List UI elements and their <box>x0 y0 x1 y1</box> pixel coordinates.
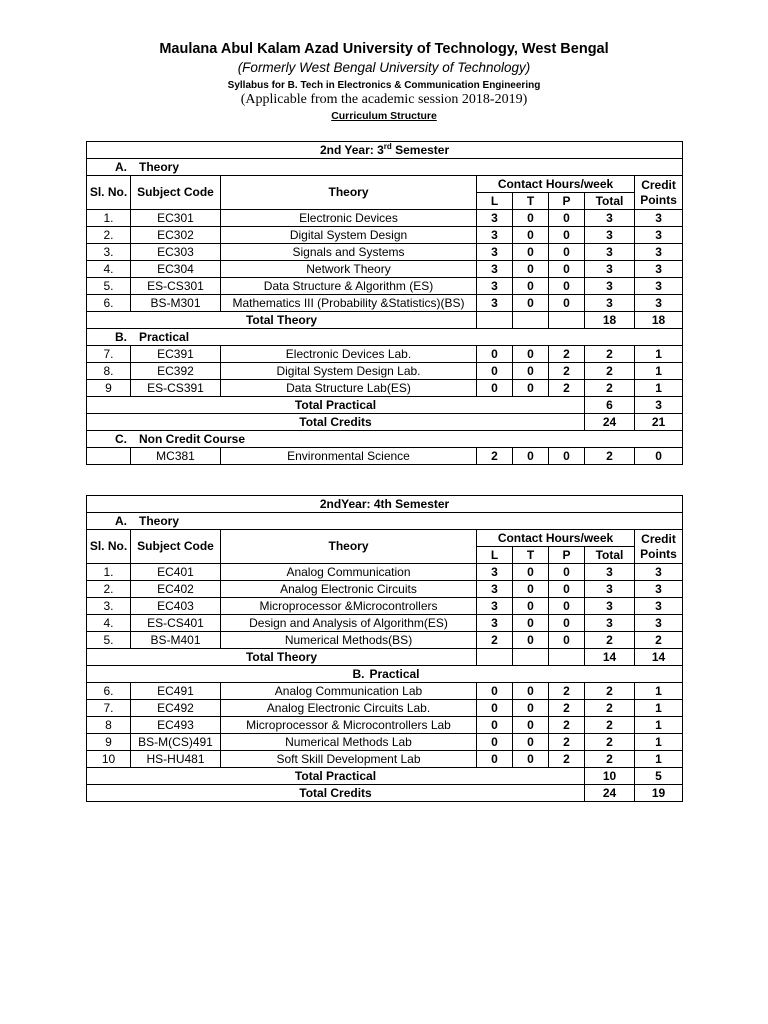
course-row <box>87 700 683 717</box>
subject-name: Numerical Methods(BS) <box>221 632 477 649</box>
subject-name: Mathematics III (Probability &Statistics)(BS) <box>221 295 477 312</box>
credit-points: 1 <box>635 346 683 363</box>
total-credits-label: Total Credits <box>87 785 585 802</box>
total-credits-credits: 21 <box>635 414 683 431</box>
total-theory-hours: 14 <box>585 649 635 666</box>
p-header: P <box>549 193 585 210</box>
contact-hours-header: Contact Hours/week <box>477 176 635 193</box>
total-hours: 2 <box>585 380 635 397</box>
credit-points-header: Credit Points <box>635 176 683 210</box>
sl-no: 2. <box>87 581 131 598</box>
lecture-hours: 3 <box>477 581 513 598</box>
subject-name: Electronic Devices Lab. <box>221 346 477 363</box>
theory-header: Theory <box>221 530 477 564</box>
course-row <box>87 683 683 700</box>
lecture-hours: 3 <box>477 598 513 615</box>
total-practical-credits: 3 <box>635 397 683 414</box>
practical-hours: 0 <box>549 261 585 278</box>
tutorial-hours: 0 <box>513 751 549 768</box>
credit-points: 2 <box>635 632 683 649</box>
practical-hours: 2 <box>549 751 585 768</box>
sl-no <box>87 448 131 465</box>
tutorial-hours: 0 <box>513 632 549 649</box>
total-credits-credits: 19 <box>635 785 683 802</box>
subject-name: Data Structure & Algorithm (ES) <box>221 278 477 295</box>
lecture-hours: 3 <box>477 261 513 278</box>
credit-points: 3 <box>635 581 683 598</box>
sl-no: 4. <box>87 261 131 278</box>
section-heading-row <box>87 513 683 530</box>
subject-code: EC392 <box>131 363 221 380</box>
subject-name: Soft Skill Development Lab <box>221 751 477 768</box>
sl-no: 8. <box>87 363 131 380</box>
credit-points: 1 <box>635 380 683 397</box>
tutorial-hours: 0 <box>513 683 549 700</box>
section-heading: A. Theory <box>87 513 683 530</box>
theory-header: Theory <box>221 176 477 210</box>
practical-hours: 0 <box>549 244 585 261</box>
total-hours: 2 <box>585 448 635 465</box>
tutorial-hours: 0 <box>513 615 549 632</box>
subject-name: Digital System Design <box>221 227 477 244</box>
empty-t <box>513 649 549 666</box>
practical-hours: 2 <box>549 717 585 734</box>
course-row <box>87 278 683 295</box>
lecture-hours: 2 <box>477 448 513 465</box>
total-practical-label: Total Practical <box>87 768 585 785</box>
course-row <box>87 380 683 397</box>
tutorial-hours: 0 <box>513 598 549 615</box>
lecture-hours: 3 <box>477 278 513 295</box>
course-row <box>87 598 683 615</box>
section-heading-row <box>87 329 683 346</box>
total-hours: 2 <box>585 717 635 734</box>
course-row <box>87 448 683 465</box>
tutorial-hours: 0 <box>513 448 549 465</box>
total-hours: 2 <box>585 363 635 380</box>
practical-hours: 2 <box>549 700 585 717</box>
subject-code-header: Subject Code <box>131 530 221 564</box>
section-heading-row <box>87 159 683 176</box>
credit-points: 1 <box>635 363 683 380</box>
total-credits-row <box>87 785 683 802</box>
tutorial-hours: 0 <box>513 380 549 397</box>
subject-code: EC402 <box>131 581 221 598</box>
course-row <box>87 261 683 278</box>
sl-no: 2. <box>87 227 131 244</box>
sl-no: 6. <box>87 683 131 700</box>
practical-hours: 0 <box>549 598 585 615</box>
subject-code: EC302 <box>131 227 221 244</box>
course-row <box>87 210 683 227</box>
empty-p <box>549 649 585 666</box>
tutorial-hours: 0 <box>513 227 549 244</box>
empty-t <box>513 312 549 329</box>
tutorial-hours: 0 <box>513 700 549 717</box>
total-hours: 3 <box>585 210 635 227</box>
practical-hours: 0 <box>549 278 585 295</box>
sl-no: 7. <box>87 700 131 717</box>
lecture-hours: 3 <box>477 210 513 227</box>
course-row <box>87 734 683 751</box>
subject-name: Analog Communication <box>221 564 477 581</box>
practical-hours: 0 <box>549 227 585 244</box>
subject-code-header: Subject Code <box>131 176 221 210</box>
credit-points: 3 <box>635 564 683 581</box>
semester-title-row <box>87 142 683 159</box>
tutorial-hours: 0 <box>513 734 549 751</box>
section-heading: C. Non Credit Course <box>87 431 683 448</box>
subject-code: EC401 <box>131 564 221 581</box>
course-row <box>87 751 683 768</box>
lecture-hours: 0 <box>477 346 513 363</box>
section-heading-row <box>87 431 683 448</box>
tutorial-hours: 0 <box>513 581 549 598</box>
semester-3-table <box>86 141 683 465</box>
subject-code: ES-CS401 <box>131 615 221 632</box>
applicable-session: (Applicable from the academic session 2018-2019) <box>240 92 528 107</box>
credit-points: 1 <box>635 700 683 717</box>
total-practical-label: Total Practical <box>87 397 585 414</box>
credit-points: 3 <box>635 244 683 261</box>
section-heading-row <box>87 666 683 683</box>
section-heading: A. Theory <box>87 159 683 176</box>
l-header: L <box>477 547 513 564</box>
practical-hours: 2 <box>549 346 585 363</box>
practical-hours: 2 <box>549 683 585 700</box>
tutorial-hours: 0 <box>513 295 549 312</box>
subject-code: EC493 <box>131 717 221 734</box>
tutorial-hours: 0 <box>513 244 549 261</box>
course-row <box>87 717 683 734</box>
total-practical-hours: 10 <box>585 768 635 785</box>
sl-no: 6. <box>87 295 131 312</box>
subject-name: Design and Analysis of Algorithm(ES) <box>221 615 477 632</box>
semester-title: 2ndYear: 4th Semester <box>87 496 683 513</box>
subject-code: BS-M301 <box>131 295 221 312</box>
credit-points: 1 <box>635 751 683 768</box>
total-hours: 3 <box>585 227 635 244</box>
total-theory-row <box>87 649 683 666</box>
lecture-hours: 3 <box>477 244 513 261</box>
empty-l <box>477 649 513 666</box>
semester-title-row <box>87 496 683 513</box>
credit-points-header: Credit Points <box>635 530 683 564</box>
total-credits-label: Total Credits <box>87 414 585 431</box>
subject-code: ES-CS301 <box>131 278 221 295</box>
course-row <box>87 227 683 244</box>
lecture-hours: 0 <box>477 717 513 734</box>
course-row <box>87 295 683 312</box>
subject-code: BS-M(CS)491 <box>131 734 221 751</box>
course-row <box>87 346 683 363</box>
sl-no: 9 <box>87 734 131 751</box>
total-credits-hours: 24 <box>585 414 635 431</box>
sl-no: 3. <box>87 244 131 261</box>
tutorial-hours: 0 <box>513 278 549 295</box>
sl-no: 1. <box>87 564 131 581</box>
credit-points: 0 <box>635 448 683 465</box>
total-hours: 3 <box>585 278 635 295</box>
tutorial-hours: 0 <box>513 346 549 363</box>
lecture-hours: 0 <box>477 700 513 717</box>
tutorial-hours: 0 <box>513 363 549 380</box>
total-hours: 3 <box>585 581 635 598</box>
course-row <box>87 244 683 261</box>
subject-code: EC403 <box>131 598 221 615</box>
practical-hours: 0 <box>549 615 585 632</box>
section-heading: B. Practical <box>87 666 683 683</box>
tutorial-hours: 0 <box>513 564 549 581</box>
total-hours: 3 <box>585 295 635 312</box>
empty-l <box>477 312 513 329</box>
sl-no: 8 <box>87 717 131 734</box>
total-hours: 2 <box>585 683 635 700</box>
subject-code: ES-CS391 <box>131 380 221 397</box>
sl-no-header: Sl. No. <box>87 176 131 210</box>
total-practical-row <box>87 397 683 414</box>
column-header-row <box>87 176 683 193</box>
credit-points: 3 <box>635 615 683 632</box>
total-hours: 3 <box>585 564 635 581</box>
sl-no: 5. <box>87 632 131 649</box>
practical-hours: 0 <box>549 564 585 581</box>
credit-points: 1 <box>635 717 683 734</box>
subject-name: Microprocessor & Microcontrollers Lab <box>221 717 477 734</box>
subject-code: BS-M401 <box>131 632 221 649</box>
lecture-hours: 0 <box>477 380 513 397</box>
sl-no: 10 <box>87 751 131 768</box>
lecture-hours: 0 <box>477 734 513 751</box>
total-hours: 3 <box>585 615 635 632</box>
lecture-hours: 0 <box>477 683 513 700</box>
sl-no: 9 <box>87 380 131 397</box>
semester-title: 2nd Year: 3rd Semester <box>87 142 683 159</box>
credit-points: 3 <box>635 295 683 312</box>
lecture-hours: 3 <box>477 564 513 581</box>
course-row <box>87 363 683 380</box>
total-hours: 3 <box>585 244 635 261</box>
total-hours: 3 <box>585 598 635 615</box>
contact-hours-header: Contact Hours/week <box>477 530 635 547</box>
tutorial-hours: 0 <box>513 261 549 278</box>
subject-code: EC492 <box>131 700 221 717</box>
subject-name: Numerical Methods Lab <box>221 734 477 751</box>
subject-name: Microprocessor &Microcontrollers <box>221 598 477 615</box>
semester-4-table <box>86 495 683 802</box>
practical-hours: 0 <box>549 210 585 227</box>
subject-name: Network Theory <box>221 261 477 278</box>
total-theory-label: Total Theory <box>87 312 477 329</box>
lecture-hours: 3 <box>477 615 513 632</box>
practical-hours: 2 <box>549 363 585 380</box>
sl-no: 3. <box>87 598 131 615</box>
total-theory-row <box>87 312 683 329</box>
lecture-hours: 2 <box>477 632 513 649</box>
subject-code: MC381 <box>131 448 221 465</box>
sl-no: 5. <box>87 278 131 295</box>
course-row <box>87 564 683 581</box>
subject-name: Electronic Devices <box>221 210 477 227</box>
subject-code: EC491 <box>131 683 221 700</box>
total-credits-row <box>87 414 683 431</box>
total-header: Total <box>585 193 635 210</box>
t-header: T <box>513 193 549 210</box>
credit-points: 1 <box>635 734 683 751</box>
total-credits-hours: 24 <box>585 785 635 802</box>
practical-hours: 0 <box>549 295 585 312</box>
subject-code: EC301 <box>131 210 221 227</box>
course-row <box>87 581 683 598</box>
credit-points: 3 <box>635 261 683 278</box>
empty-p <box>549 312 585 329</box>
total-practical-hours: 6 <box>585 397 635 414</box>
total-practical-row <box>87 768 683 785</box>
university-name: Maulana Abul Kalam Azad University of Technology, West Bengal <box>159 41 609 57</box>
total-hours: 2 <box>585 734 635 751</box>
p-header: P <box>549 547 585 564</box>
lecture-hours: 3 <box>477 295 513 312</box>
former-name: (Formerly West Bengal University of Technology) <box>237 60 531 75</box>
curriculum-structure-title: Curriculum Structure <box>331 110 437 122</box>
sl-no: 1. <box>87 210 131 227</box>
subject-name: Data Structure Lab(ES) <box>221 380 477 397</box>
total-practical-credits: 5 <box>635 768 683 785</box>
practical-hours: 0 <box>549 448 585 465</box>
subject-code: EC303 <box>131 244 221 261</box>
lecture-hours: 0 <box>477 751 513 768</box>
total-hours: 3 <box>585 261 635 278</box>
credit-points: 1 <box>635 683 683 700</box>
practical-hours: 2 <box>549 380 585 397</box>
tutorial-hours: 0 <box>513 210 549 227</box>
total-hours: 2 <box>585 346 635 363</box>
lecture-hours: 3 <box>477 227 513 244</box>
subject-code: EC391 <box>131 346 221 363</box>
total-theory-hours: 18 <box>585 312 635 329</box>
total-theory-credits: 18 <box>635 312 683 329</box>
credit-points: 3 <box>635 210 683 227</box>
section-heading: B. Practical <box>87 329 683 346</box>
subject-name: Signals and Systems <box>221 244 477 261</box>
tutorial-hours: 0 <box>513 717 549 734</box>
practical-hours: 0 <box>549 581 585 598</box>
credit-points: 3 <box>635 278 683 295</box>
credit-points: 3 <box>635 227 683 244</box>
subject-name: Analog Electronic Circuits <box>221 581 477 598</box>
subject-name: Environmental Science <box>221 448 477 465</box>
course-row <box>87 632 683 649</box>
credit-points: 3 <box>635 598 683 615</box>
l-header: L <box>477 193 513 210</box>
subject-code: HS-HU481 <box>131 751 221 768</box>
total-theory-credits: 14 <box>635 649 683 666</box>
subject-name: Analog Electronic Circuits Lab. <box>221 700 477 717</box>
total-hours: 2 <box>585 751 635 768</box>
sl-no-header: Sl. No. <box>87 530 131 564</box>
sl-no: 7. <box>87 346 131 363</box>
syllabus-title: Syllabus for B. Tech in Electronics & Communication Engineering <box>227 80 541 91</box>
total-theory-label: Total Theory <box>87 649 477 666</box>
subject-code: EC304 <box>131 261 221 278</box>
subject-name: Analog Communication Lab <box>221 683 477 700</box>
t-header: T <box>513 547 549 564</box>
practical-hours: 2 <box>549 734 585 751</box>
total-hours: 2 <box>585 700 635 717</box>
column-header-row <box>87 530 683 547</box>
total-header: Total <box>585 547 635 564</box>
total-hours: 2 <box>585 632 635 649</box>
course-row <box>87 615 683 632</box>
sl-no: 4. <box>87 615 131 632</box>
subject-name: Digital System Design Lab. <box>221 363 477 380</box>
lecture-hours: 0 <box>477 363 513 380</box>
practical-hours: 0 <box>549 632 585 649</box>
